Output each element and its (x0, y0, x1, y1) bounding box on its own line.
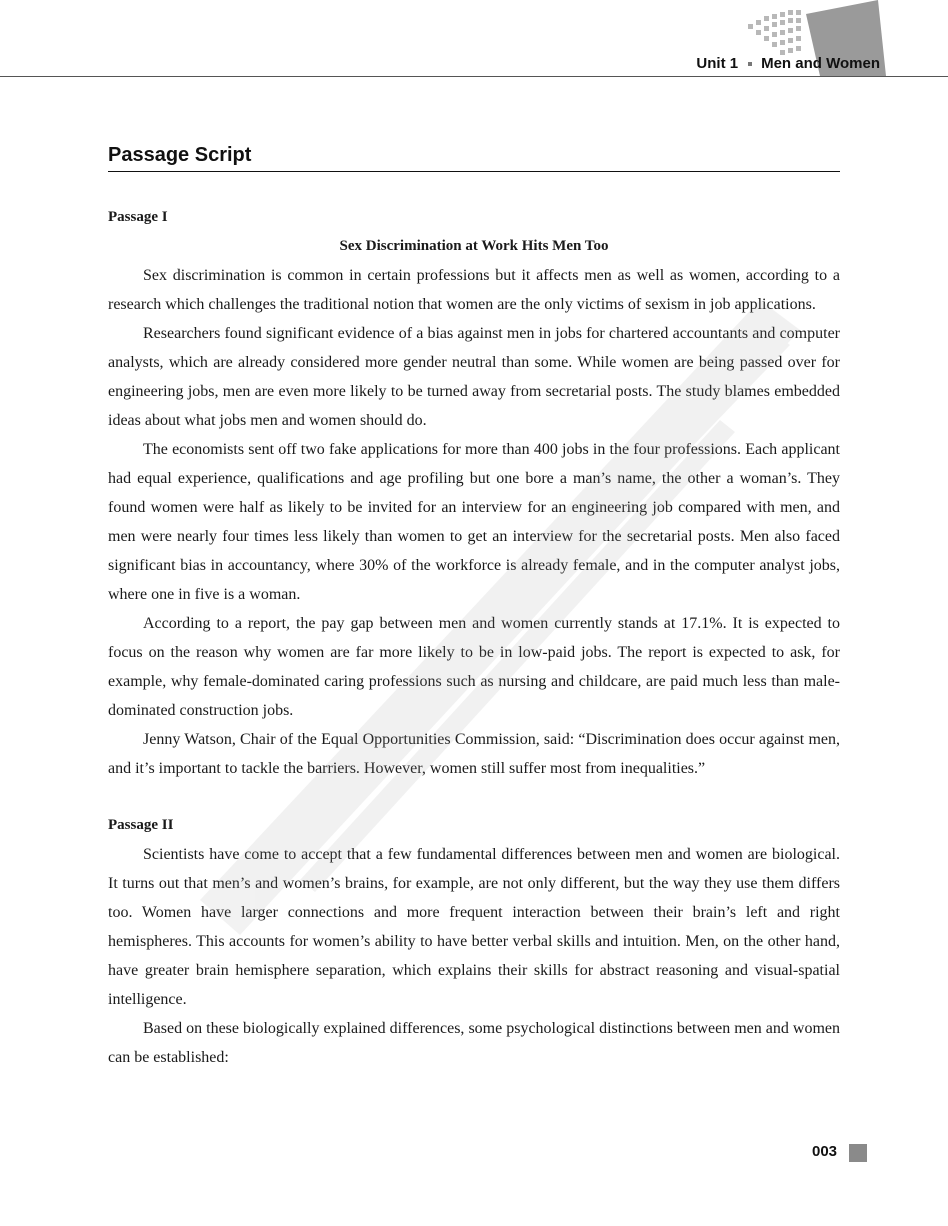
page-number-marker (849, 1144, 867, 1162)
passage-gap (108, 783, 840, 811)
passage-1-paragraph: According to a report, the pay gap between men and women currently stands at 17.1%. It is expected to focus on the reason why women are far more likely to be in low-paid jobs. The report is expected to ask, for example, why female-dominated caring professions such as nursing and childcare, are paid much less than male-dominated construction jobs. (108, 615, 840, 719)
page-number: 003 (812, 1143, 838, 1160)
header-unit: Unit 1 (696, 55, 739, 72)
section-title: Passage Script (108, 144, 840, 172)
passage-2-paragraph: Based on these biologically explained differences, some psychological distinctions between men and women can be established: (108, 1020, 840, 1066)
running-header (696, 55, 880, 72)
passage-1-title: Sex Discrimination at Work Hits Men Too (339, 238, 609, 254)
header-title: Men and Women (761, 55, 880, 72)
passage-1-label: Passage I (108, 209, 168, 225)
passage-1-paragraph: The economists sent off two fake applications for more than 400 jobs in the four professions. Each applicant had equal experience, qualifications and age profiling but one bore a man’s name, the other a woman’s. They found women were half as likely to be invited for an interview for an engineering job compared with men, and men were nearly four times less likely than women to get an interview for the secretarial posts. Men also faced significant bias in accountancy, where 30% of the workforce is already female, and in the computer analyst jobs, where one in five is a woman. (108, 441, 840, 603)
passage-1-paragraph: Researchers found significant evidence of a bias against men in jobs for chartered accountants and computer analysts, which are already considered more gender neutral than some. While women are being passed over for engineering jobs, men are even more likely to be turned away from secretarial posts. The study blames embedded ideas about what jobs men and women should do. (108, 325, 840, 429)
passage-1-paragraph: Jenny Watson, Chair of the Equal Opportunities Commission, said: “Discrimination does occur against men, and it’s important to tackle the barriers. However, women still suffer most from inequalities.” (108, 731, 840, 777)
header-rule (0, 76, 948, 77)
passage-1-paragraph: Sex discrimination is common in certain professions but it affects men as well as women, according to a research which challenges the traditional notion that women are the only victims of sexism in job applications. (108, 267, 840, 313)
header-separator (748, 62, 752, 66)
passage-2-paragraph: Scientists have come to accept that a few fundamental differences between men and women are biological. It turns out that men’s and women’s brains, for example, are not only different, but the way they use them differs too. Women have larger connections and more frequent interaction between their brain’s left and right hemispheres. This accounts for women’s ability to have better verbal skills and intuition. Men, on the other hand, have greater brain hemisphere separation, which explains their skills for abstract reasoning and visual-spatial intelligence. (108, 846, 840, 1008)
passage-content (108, 203, 840, 1072)
passage-2-label: Passage II (108, 817, 174, 833)
